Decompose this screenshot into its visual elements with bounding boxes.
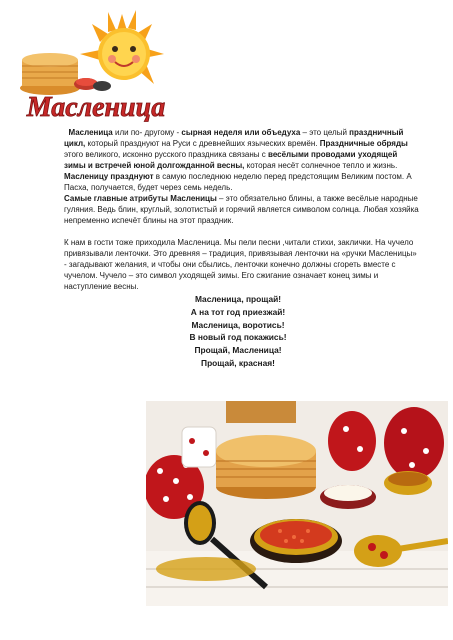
poem-line: Масленица, воротись! bbox=[191, 319, 285, 330]
paragraph-intro: Масленица или по- другому - сырная неделя или объедуха – это целый праздничный цикл, который празднуют на Руси с древнейших языческих времён. Праздничные обряды этого великого, исконно русского праздника связаны с весёлыми проводами уходящей зимы и встречей юной долгожданной весны, которая несёт солнечное тепло и жизнь. bbox=[64, 128, 408, 170]
paragraph-celebration: К нам в гости тоже приходила Масленица. Мы пели песни ,читали стихи, заклички. На чучело привязывали ленточки. Это древняя – традиция, привязывая ленточки на «ручки Масленицы» - загадывают желания, и чтобы они сбылись, ленточки конечно должны сгореть вместе с чучелом. Чучело – это символ уходящей зимы. Его сжигание означает конец зимы и наступление весны. bbox=[64, 238, 417, 291]
logo-title: Масленица bbox=[26, 92, 166, 123]
poem-line: В новый год покажись! bbox=[189, 332, 287, 343]
sun-pancakes-illustration bbox=[12, 6, 180, 124]
poem-line: А на тот год приезжай! bbox=[190, 306, 286, 317]
article-text bbox=[64, 127, 420, 370]
pancakes-photo bbox=[146, 401, 448, 606]
paragraph-dates: Масленицу празднуют в самую последнюю неделю перед предстоящим Великим постом. А Пасха, получается, будет через семь недель. bbox=[64, 172, 412, 192]
poem-line: Прощай, Масленица! bbox=[194, 345, 282, 356]
poem-line: Масленица, прощай! bbox=[194, 294, 282, 304]
maslenitsa-logo bbox=[12, 6, 180, 124]
paragraph-attributes: Самые главные атрибуты Масленицы – это обязательно блины, а также весёлые народные гуляния. Ведь блин, круглый, золотистый и горячий является символом солнца. Любая хозяйка непременно испечёт блины на этот праздник. bbox=[64, 194, 419, 225]
poem-line: Прощай, красная! bbox=[201, 357, 275, 368]
pancakes-caviar-image bbox=[146, 401, 448, 606]
farewell-poem bbox=[56, 293, 420, 370]
